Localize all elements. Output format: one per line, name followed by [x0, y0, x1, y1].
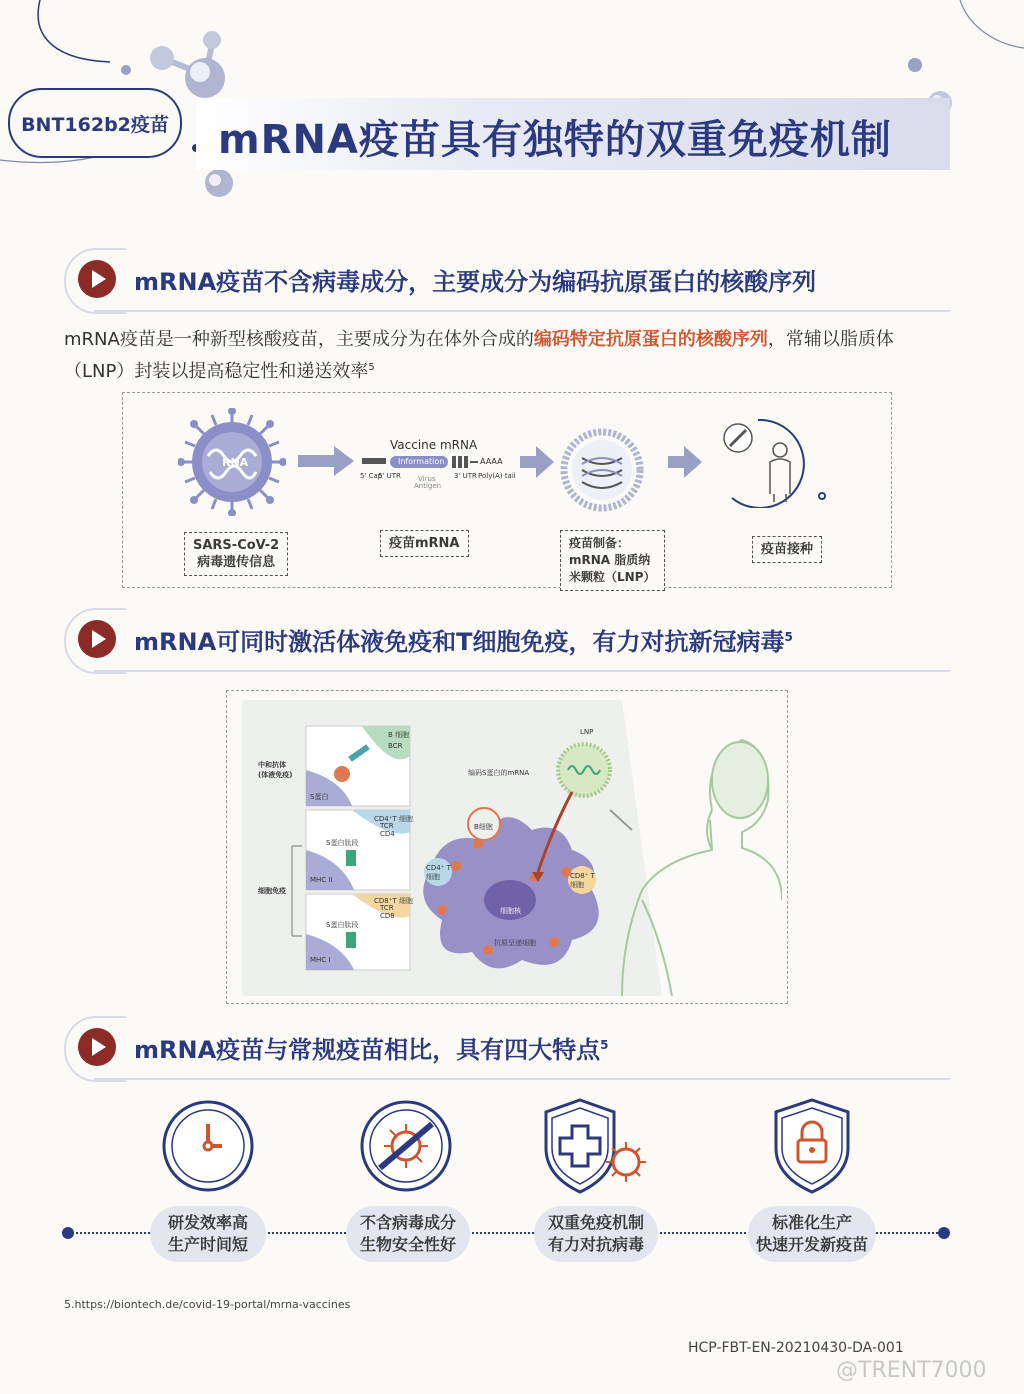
feature-3-line1: 双重免疫机制 — [547, 1213, 644, 1232]
step-label-virus — [184, 532, 288, 576]
tcr-label-2: TCR — [380, 904, 394, 912]
step-label-lnp — [560, 530, 665, 591]
watermark: @TRENT7000 — [836, 1358, 987, 1383]
mrna-info-label: Information — [398, 457, 445, 466]
mrna-3utr-label: 3' UTR — [454, 472, 477, 480]
feature-4-line1: 标准化生产 — [771, 1213, 852, 1232]
humoral-label — [258, 760, 292, 780]
mrna-title: Vaccine mRNA — [390, 438, 478, 452]
cd4-circle-label: CD4⁺ T细胞 — [426, 864, 451, 881]
s-protein-label: S蛋白 — [310, 793, 329, 801]
shield-cross-icon — [540, 1096, 652, 1196]
timeline-dot-right — [938, 1227, 950, 1239]
document-code: HCP-FBT-EN-20210430-DA-001 — [688, 1340, 904, 1356]
feature-1 — [150, 1206, 266, 1262]
step-label-virus-line1: SARS-CoV-2 — [193, 538, 280, 553]
cd8-circle-label: CD8⁺ T细胞 — [570, 872, 595, 889]
section-heading-3 — [64, 1016, 950, 1080]
apc-label: 抗原呈递细胞 — [494, 939, 536, 947]
encoded-mrna-label: 编码S蛋白的mRNA — [468, 769, 530, 777]
feature-4-line2: 快速开发新疫苗 — [755, 1235, 868, 1254]
nucleus-label: 细胞核 — [500, 907, 521, 915]
step-label-lnp-line1: 疫苗制备： — [569, 536, 630, 550]
cd4-cell-label: CD4⁺T 细胞 — [374, 815, 413, 823]
lnp-label: LNP — [580, 728, 594, 736]
s-peptide-label-2: S蛋白肽段 — [326, 921, 359, 929]
feature-3 — [534, 1206, 658, 1262]
step-label-lnp-line2: mRNA 脂质纳 — [569, 553, 651, 567]
section-heading-3-label: mRNA疫苗与常规疫苗相比，具有四大特点 — [134, 1036, 601, 1064]
feature-2-line2: 生物安全性好 — [359, 1235, 456, 1254]
page-title: mRNA疫苗具有独特的双重免疫机制 — [218, 117, 892, 163]
feature-1-line2: 生产时间短 — [167, 1235, 248, 1254]
mrna-5utr-label: 5' UTR — [378, 472, 401, 480]
b-cell-label: B 细胞 — [388, 731, 410, 739]
mrna-virus-label: Virus — [418, 475, 436, 483]
mhc1-label: MHC I — [310, 956, 331, 964]
section-heading-2-ref: 5 — [784, 630, 793, 644]
mrna-antigen-label: Antigen — [414, 482, 442, 490]
immune-illustration — [242, 700, 782, 996]
cd8-cell-label: CD8⁺T 细胞 — [374, 897, 413, 905]
section-heading-3-ref: 5 — [600, 1038, 609, 1052]
paragraph-reference: 5 — [368, 362, 375, 373]
section-1-paragraph — [64, 326, 954, 386]
humoral-label-line2: (体液免疫) — [258, 771, 293, 779]
virus-rna-label: RNA — [222, 456, 249, 469]
mrna-cap-label: 5' Cap — [360, 472, 383, 480]
clock-icon — [160, 1098, 256, 1194]
feature-1-line1: 研发效率高 — [167, 1213, 248, 1232]
cd4-label: CD4 — [380, 830, 395, 838]
b-cell-circle-label: B细胞 — [474, 823, 493, 831]
arrow-right-icon — [668, 446, 704, 478]
tcr-label-1: TCR — [380, 822, 394, 830]
timeline-dot-left — [62, 1227, 74, 1239]
cd8-label: CD8 — [380, 912, 395, 920]
arrow-right-icon — [520, 446, 556, 478]
vaccination-icon — [718, 416, 838, 508]
s-peptide-label-1: S蛋白肽段 — [326, 839, 359, 847]
step-label-lnp-line3: 米颗粒（LNP） — [569, 570, 656, 584]
no-virus-icon — [358, 1098, 454, 1194]
reference-link[interactable]: 5.https://biontech.de/covid-19-portal/mrna-vaccines — [64, 1298, 351, 1311]
feature-4 — [748, 1206, 876, 1262]
play-icon — [78, 260, 116, 298]
mrna-polya-label: AAAA — [480, 457, 503, 466]
shield-lock-icon — [770, 1096, 854, 1196]
paragraph-text-end: ，常辅以脂质体（LNP）封装以提高稳定性和递送效率 — [64, 329, 894, 382]
feature-2-line1: 不含病毒成分 — [359, 1213, 456, 1232]
section-heading-1 — [64, 248, 950, 312]
virus-icon — [178, 408, 286, 516]
section-heading-2-text — [134, 622, 793, 657]
paragraph-text-start: mRNA疫苗是一种新型核酸疫苗，主要成分为在体外合成的 — [64, 329, 534, 350]
play-icon — [78, 1028, 116, 1066]
humoral-label-line1: 中和抗体 — [258, 761, 286, 769]
feature-3-line2: 有力对抗病毒 — [547, 1235, 644, 1254]
paragraph-highlight: 编码特定抗原蛋白的核酸序列 — [533, 329, 768, 350]
play-icon — [78, 620, 116, 658]
section-heading-3-text — [134, 1030, 609, 1065]
cellular-label: 细胞免疫 — [258, 887, 286, 895]
step-label-virus-line2: 病毒遗传信息 — [197, 555, 276, 570]
mrna-polya-tail-label: Poly(A) tail — [478, 472, 516, 480]
product-badge — [8, 88, 182, 158]
section-heading-2 — [64, 608, 950, 672]
mhc2-label: MHC II — [310, 876, 333, 884]
step-label-vaccination: 疫苗接种 — [752, 536, 822, 563]
step-label-mrna: 疫苗mRNA — [380, 530, 469, 557]
feature-2 — [346, 1206, 470, 1262]
lnp-particle-icon — [560, 428, 644, 512]
bcr-label: BCR — [388, 742, 403, 750]
product-badge-text: BNT162b2疫苗 — [21, 113, 169, 136]
section-heading-2-label: mRNA可同时激活体液免疫和T细胞免疫，有力对抗新冠病毒 — [134, 628, 785, 656]
section-heading-1-text: mRNA疫苗不含病毒成分，主要成分为编码抗原蛋白的核酸序列 — [134, 268, 817, 296]
arrow-right-icon — [298, 446, 356, 476]
